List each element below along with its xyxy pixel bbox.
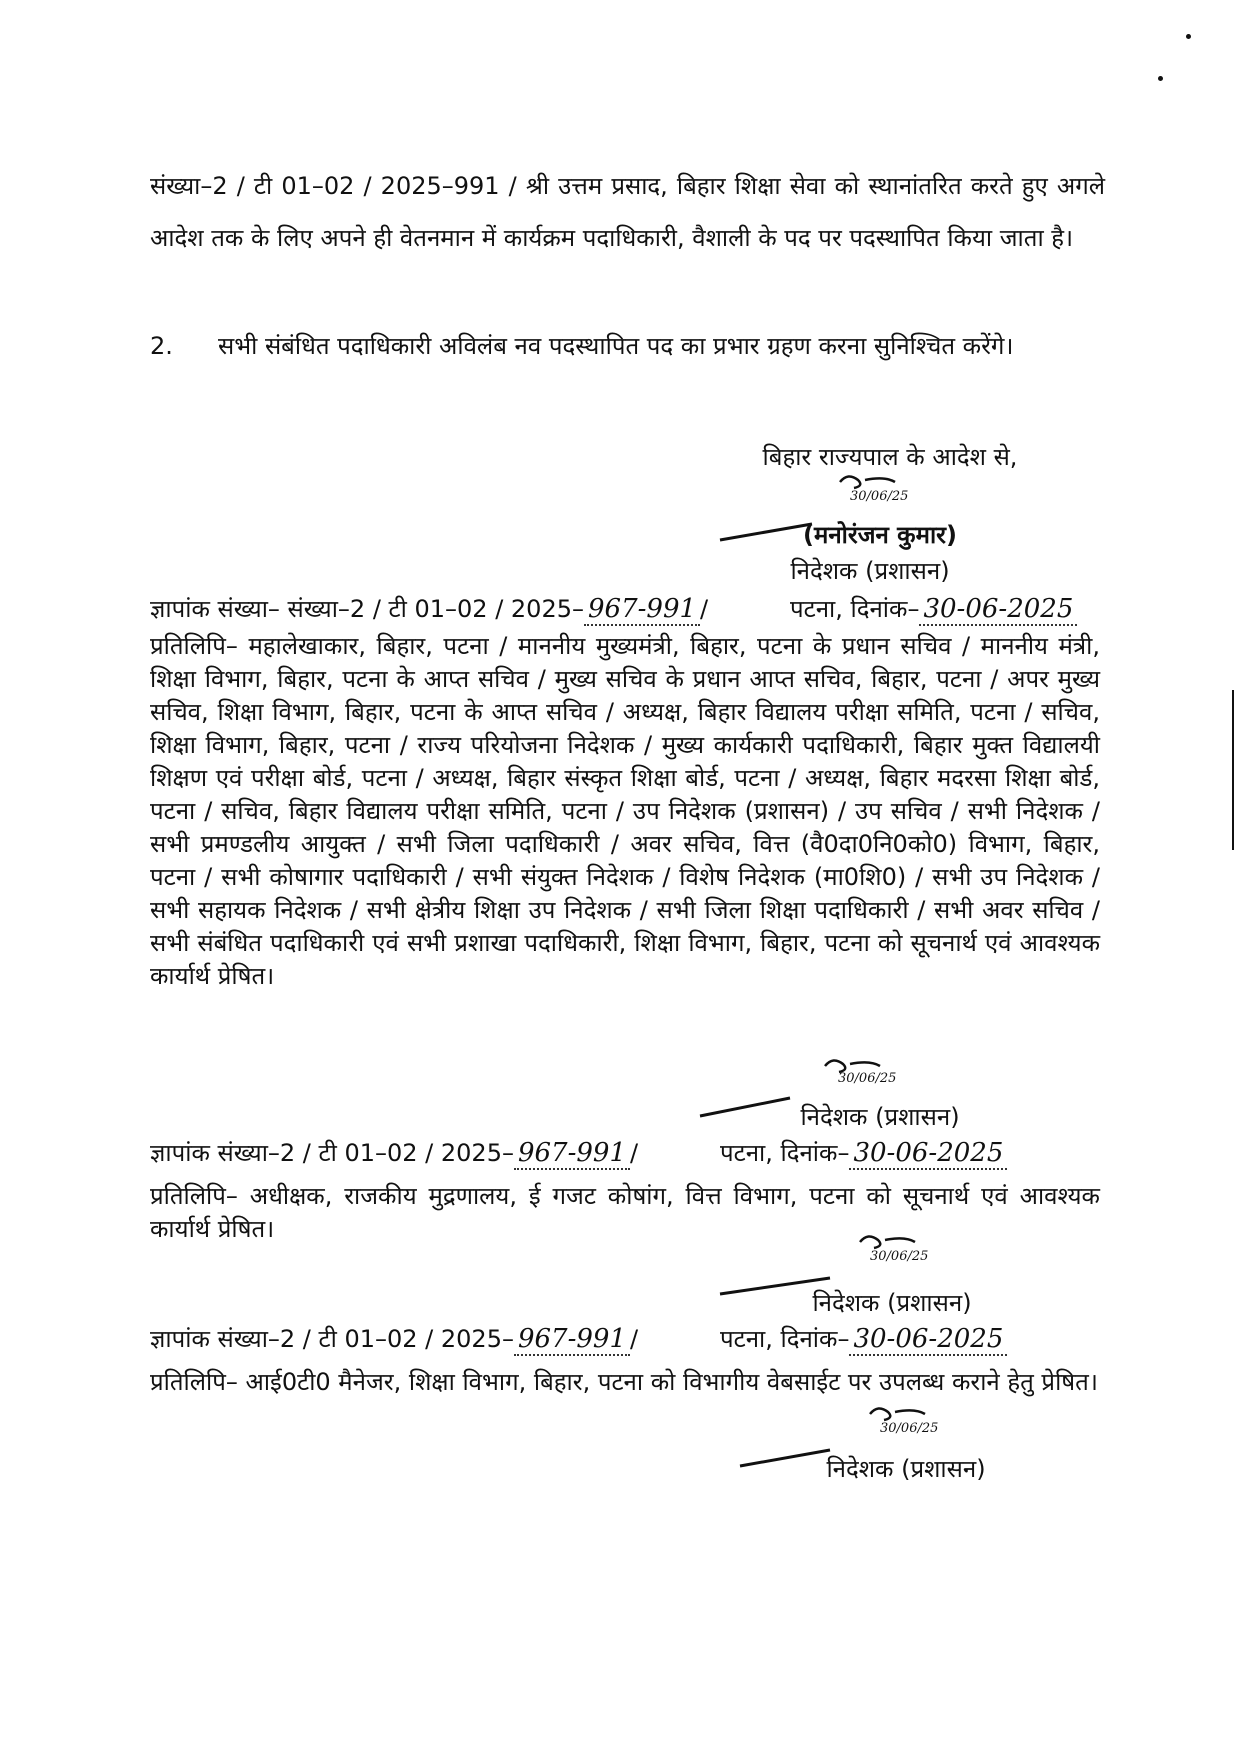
separator: / [700, 595, 709, 623]
memo3-reference [150, 1322, 638, 1355]
memo2-copy-list: प्रतिलिपि– अधीक्षक, राजकीय मुद्रणालय, ई गजट कोषांग, वित्त विभाग, पटना को सूचनार्थ एवं आवश्यक कार्यार्थ प्रेषित। [150, 1182, 1100, 1243]
order-paragraph-2 [150, 330, 1105, 363]
stray-mark [1158, 76, 1163, 81]
signature-initials: 30/06/25 [838, 1071, 897, 1086]
place-date-label: पटना, दिनांक– [790, 595, 920, 623]
memo-number-label: ज्ञापांक संख्या–2 / टी 01–02 / 2025– [150, 1139, 514, 1167]
signatory-designation: निदेशक (प्रशासन) [790, 557, 950, 585]
memo1-reference [150, 592, 708, 625]
handwritten-date: 30-06-2025 [849, 1138, 1007, 1170]
signature-initials: 30/06/25 [850, 489, 909, 504]
memo2-designation: निदेशक (प्रशासन) [812, 1289, 972, 1317]
memo1-designation: निदेशक (प्रशासन) [800, 1103, 960, 1131]
memo2-date [720, 1136, 1007, 1169]
memo1-copy-list: प्रतिलिपि– महालेखाकार, बिहार, पटना / माननीय मुख्यमंत्री, बिहार, पटना के प्रधान सचिव / माननीय मंत्री, शिक्षा विभाग, बिहार, पटना के आप्त सचिव / मुख्य सचिव के प्रधान आप्त सचिव, बिहार, पटना / अपर मुख्य सचिव, शिक्षा विभाग, बिहार, पटना के आप्त सचिव / अध्यक्ष, बिहार विद्यालय परीक्षा समिति, पटना / सचिव, शिक्षा विभाग, बिहार, पटना / राज्य परियोजना निदेशक / मुख्य कार्यकारी पदाधिकारी, बिहार मुक्त विद्यालयी शिक्षण एवं परीक्षा बोर्ड, पटना / अध्यक्ष, बिहार संस्कृत शिक्षा बोर्ड, पटना / अध्यक्ष, बिहार मदरसा शिक्षा बोर्ड, पटना / सचिव, बिहार विद्यालय परीक्षा समिति, पटना / उप निदेशक (प्रशासन) / उप सचिव / सभी निदेशक / सभी प्रमण्डलीय आयुक्त / सभी जिला पदाधिकारी / अवर सचिव, वित्त (वै0दा0नि0को0) विभाग, बिहार, पटना / सभी कोषागार पदाधिकारी / सभी संयुक्त निदेशक / विशेष निदेशक (मा0शि0) / सभी उप निदेशक / सभी सहायक निदेशक / सभी क्षेत्रीय शिक्षा उप निदेशक / सभी जिला शिक्षा पदाधिकारी / सभी अवर सचिव / सभी संबंधित पदाधिकारी एवं सभी प्रशाखा पदाधिकारी, शिक्षा विभाग, बिहार, पटना को सूचनार्थ एवं आवश्यक कार्यार्थ प्रेषित। [150, 632, 1100, 990]
memo3-designation: निदेशक (प्रशासन) [826, 1455, 986, 1483]
memo-number-label: ज्ञापांक संख्या– संख्या–2 / टी 01–02 / 2025– [150, 595, 584, 623]
margin-mark [1232, 690, 1234, 850]
order-paragraph-1: संख्या–2 / टी 01–02 / 2025–991 / श्री उत्तम प्रसाद, बिहार शिक्षा सेवा को स्थानांतरित करते हुए अगले आदेश तक के लिए अपने ही वेतनमान में कार्यक्रम पदाधिकारी, वैशाली के पद पर पदस्थापित किया जाता है। [150, 172, 1105, 252]
memo-number-label: ज्ञापांक संख्या–2 / टी 01–02 / 2025– [150, 1325, 514, 1353]
place-date-label: पटना, दिनांक– [720, 1139, 850, 1167]
separator: / [630, 1325, 639, 1353]
memo3-copy-list: प्रतिलिपि– आई0टी0 मैनेजर, शिक्षा विभाग, बिहार, पटना को विभागीय वेबसाईट पर उपलब्ध कराने हेतु प्रेषित। [150, 1368, 1098, 1396]
paragraph-text: सभी संबंधित पदाधिकारी अविलंब नव पदस्थापित पद का प्रभार ग्रहण करना सुनिश्चित करेंगे। [218, 332, 1014, 360]
stray-mark [1186, 34, 1191, 39]
handwritten-memo-number: 967-991 [514, 1138, 630, 1170]
separator: / [630, 1139, 639, 1167]
handwritten-memo-number: 967-991 [514, 1324, 630, 1356]
paragraph-number: 2. [150, 332, 173, 360]
handwritten-date: 30-06-2025 [849, 1324, 1007, 1356]
signature-initials: 30/06/25 [880, 1421, 939, 1436]
handwritten-date: 30-06-2025 [919, 594, 1077, 626]
handwritten-memo-number: 967-991 [584, 594, 700, 626]
memo2-reference [150, 1136, 638, 1169]
memo3-date [720, 1322, 1007, 1355]
authority-line: बिहार राज्यपाल के आदेश से, [762, 443, 1018, 471]
signature-initials: 30/06/25 [870, 1249, 929, 1264]
place-date-label: पटना, दिनांक– [720, 1325, 850, 1353]
signatory-name: (मनोरंजन कुमार) [803, 521, 957, 549]
memo1-date [790, 592, 1077, 625]
